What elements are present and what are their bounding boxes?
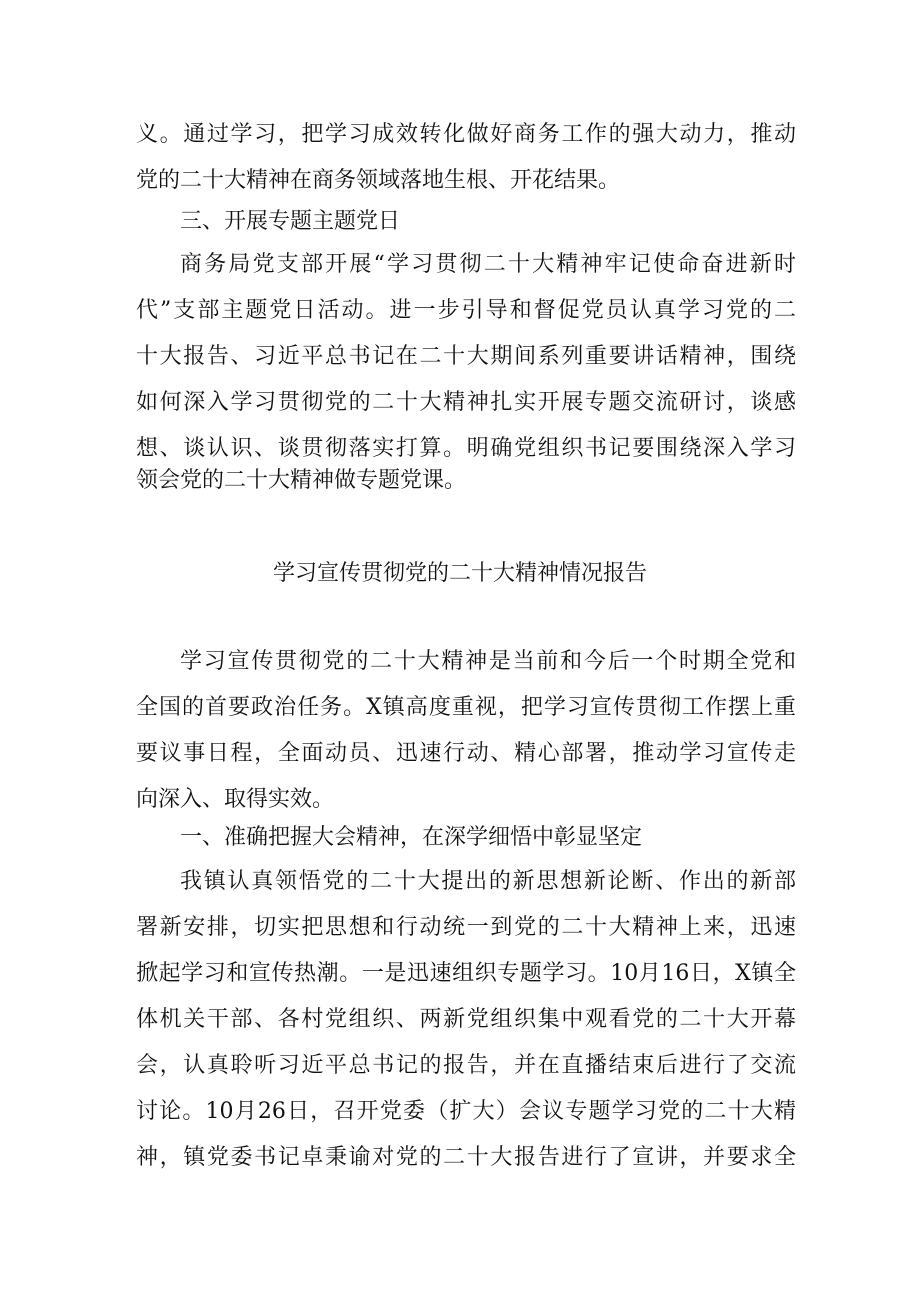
paragraph-line: 商务局党支部开展“学习贯彻二十大精神牢记使命奋进新时	[180, 252, 796, 277]
paragraph-line: 要议事日程，全面动员、迅速行动、精心部署，推动学习宣传走	[136, 741, 796, 766]
paragraph-line: 向深入、取得实效。	[136, 787, 335, 812]
paragraph-line: 体机关干部、各村党组织、两新党组织集中观看党的二十大开幕	[136, 1007, 796, 1032]
paragraph-line: 想、谈认识、谈贯彻落实打算。明确党组织书记要围绕深入学习	[136, 436, 796, 461]
paragraph-line: 会，认真聆听习近平总书记的报告，并在直播结束后进行了交流	[136, 1053, 796, 1078]
report-title: 学习宣传贯彻党的二十大精神情况报告	[272, 561, 647, 586]
paragraph-line: 全国的首要政治任务。X镇高度重视，把学习宣传贯彻工作摆上重	[136, 695, 796, 720]
paragraph-line: 如何深入学习贯彻党的二十大精神扎实开展专题交流研讨，谈感	[136, 390, 796, 415]
section-one-heading: 一、准确把握大会精神，在深学细悟中彰显坚定	[180, 825, 643, 850]
paragraph-line: 十大报告、习近平总书记在二十大期间系列重要讲话精神，围绕	[136, 344, 796, 369]
paragraph-line: 讨论。10月26日，召开党委（扩大）会议专题学习党的二十大精	[136, 1099, 796, 1124]
paragraph-line: 署新安排，切实把思想和行动统一到党的二十大精神上来，迅速	[136, 915, 796, 940]
section-three-heading: 三、开展专题主题党日	[180, 209, 401, 234]
paragraph-line: 学习宣传贯彻党的二十大精神是当前和今后一个时期全党和	[180, 649, 796, 674]
continuation-line-1: 义。通过学习，把学习成效转化做好商务工作的强大动力，推动	[136, 122, 796, 147]
paragraph-line: 神，镇党委书记卓秉谕对党的二十大报告进行了宣讲，并要求全	[136, 1145, 796, 1170]
paragraph-line: 我镇认真领悟党的二十大提出的新思想新论断、作出的新部	[180, 869, 796, 894]
paragraph-line: 掀起学习和宣传热潮。一是迅速组织专题学习。10月16日，X镇全	[136, 961, 796, 986]
paragraph-line: 代”支部主题党日活动。进一步引导和督促党员认真学习党的二	[136, 298, 796, 323]
paragraph-line: 领会党的二十大精神做专题党课。	[136, 468, 467, 493]
continuation-line-2: 党的二十大精神在商务领域落地生根、开花结果。	[136, 168, 621, 193]
